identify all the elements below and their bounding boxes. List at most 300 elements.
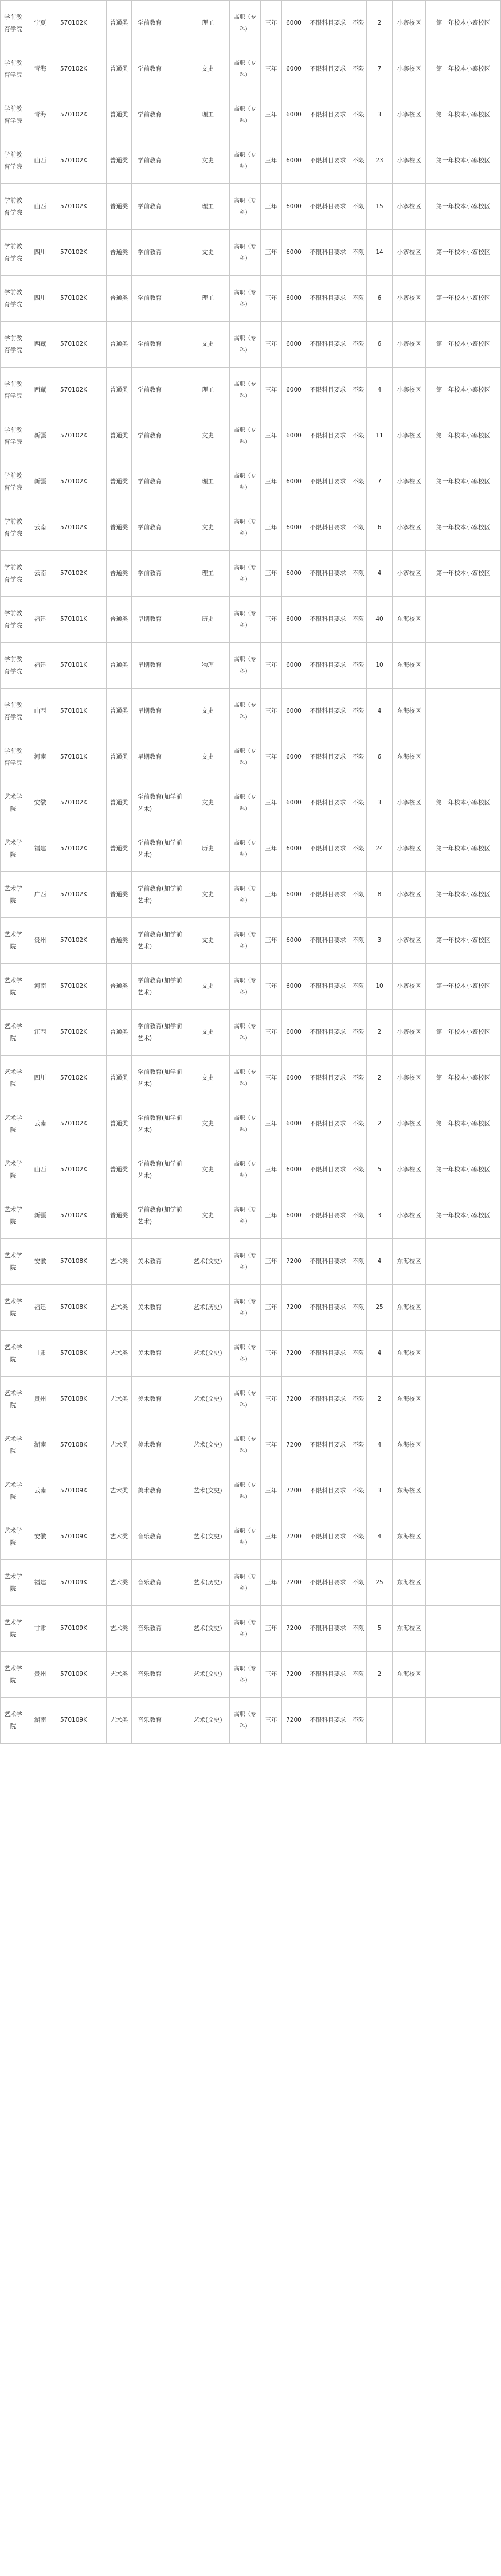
college-cell: 学前教育学院 xyxy=(1,459,26,505)
plan-count-cell: 11 xyxy=(367,413,393,459)
subject-cell: 艺术(历史) xyxy=(186,1285,230,1331)
major-code-cell: 570109K xyxy=(54,1468,107,1514)
subject-cell: 艺术(文史) xyxy=(186,1514,230,1560)
major-name-cell: 学前教育(加学前艺术) xyxy=(132,1193,186,1239)
subject-requirement-cell: 不限科目要求 xyxy=(306,1652,350,1698)
tuition-cell: 6000 xyxy=(282,551,306,597)
level-cell: 高职（专科） xyxy=(230,826,261,872)
category-cell: 艺术类 xyxy=(107,1239,132,1285)
plan-count-cell: 3 xyxy=(367,1468,393,1514)
category-cell: 普通类 xyxy=(107,138,132,184)
college-cell: 艺术学院 xyxy=(1,1193,26,1239)
duration-cell: 三年 xyxy=(261,92,282,138)
category-cell: 普通类 xyxy=(107,826,132,872)
duration-cell: 三年 xyxy=(261,964,282,1010)
gender-limit-cell: 不限 xyxy=(350,92,367,138)
category-cell: 普通类 xyxy=(107,230,132,276)
table-row xyxy=(1,368,501,413)
level-cell: 高职（专科） xyxy=(230,46,261,92)
college-cell: 艺术学院 xyxy=(1,1606,26,1652)
major-name-cell: 早期教育 xyxy=(132,643,186,689)
duration-cell: 三年 xyxy=(261,1422,282,1468)
remark-cell xyxy=(426,1698,501,1744)
campus-cell: 小寨校区 xyxy=(393,505,426,551)
table-row xyxy=(1,597,501,643)
plan-count-cell: 23 xyxy=(367,138,393,184)
gender-limit-cell: 不限 xyxy=(350,505,367,551)
province-cell: 云南 xyxy=(26,505,54,551)
remark-cell: 第一年校本小寨校区 xyxy=(426,872,501,918)
tuition-cell: 6000 xyxy=(282,689,306,734)
subject-cell: 历史 xyxy=(186,597,230,643)
subject-requirement-cell: 不限科目要求 xyxy=(306,689,350,734)
subject-requirement-cell: 不限科目要求 xyxy=(306,1422,350,1468)
level-cell: 高职（专科） xyxy=(230,138,261,184)
table-row xyxy=(1,1514,501,1560)
subject-requirement-cell: 不限科目要求 xyxy=(306,1193,350,1239)
duration-cell: 三年 xyxy=(261,184,282,230)
plan-count-cell: 6 xyxy=(367,276,393,322)
remark-cell xyxy=(426,1514,501,1560)
table-row xyxy=(1,1377,501,1422)
table-row xyxy=(1,1606,501,1652)
province-cell: 福建 xyxy=(26,643,54,689)
plan-count-cell: 2 xyxy=(367,1101,393,1147)
remark-cell: 第一年校本小寨校区 xyxy=(426,1101,501,1147)
college-cell: 学前教育学院 xyxy=(1,46,26,92)
subject-cell: 理工 xyxy=(186,92,230,138)
duration-cell: 三年 xyxy=(261,368,282,413)
duration-cell: 三年 xyxy=(261,780,282,826)
major-name-cell: 学前教育(加学前艺术) xyxy=(132,780,186,826)
college-cell: 艺术学院 xyxy=(1,1010,26,1056)
subject-cell: 文史 xyxy=(186,505,230,551)
gender-limit-cell: 不限 xyxy=(350,1606,367,1652)
table-row xyxy=(1,46,501,92)
gender-limit-cell: 不限 xyxy=(350,1147,367,1193)
subject-requirement-cell: 不限科目要求 xyxy=(306,1698,350,1744)
campus-cell: 小寨校区 xyxy=(393,1056,426,1101)
college-cell: 艺术学院 xyxy=(1,1468,26,1514)
plan-count-cell: 4 xyxy=(367,1239,393,1285)
tuition-cell: 6000 xyxy=(282,46,306,92)
gender-limit-cell: 不限 xyxy=(350,230,367,276)
major-name-cell: 学前教育 xyxy=(132,184,186,230)
campus-cell: 小寨校区 xyxy=(393,413,426,459)
subject-requirement-cell: 不限科目要求 xyxy=(306,780,350,826)
table-row xyxy=(1,1239,501,1285)
major-code-cell: 570102K xyxy=(54,551,107,597)
subject-requirement-cell: 不限科目要求 xyxy=(306,413,350,459)
level-cell: 高职（专科） xyxy=(230,322,261,368)
college-cell: 艺术学院 xyxy=(1,1698,26,1744)
plan-count-cell: 40 xyxy=(367,597,393,643)
province-cell: 山西 xyxy=(26,1147,54,1193)
major-name-cell: 学前教育 xyxy=(132,276,186,322)
category-cell: 普通类 xyxy=(107,964,132,1010)
college-cell: 学前教育学院 xyxy=(1,92,26,138)
level-cell: 高职（专科） xyxy=(230,368,261,413)
tuition-cell: 7200 xyxy=(282,1560,306,1606)
tuition-cell: 6000 xyxy=(282,184,306,230)
remark-cell: 第一年校本小寨校区 xyxy=(426,230,501,276)
college-cell: 学前教育学院 xyxy=(1,413,26,459)
remark-cell: 第一年校本小寨校区 xyxy=(426,368,501,413)
tuition-cell: 7200 xyxy=(282,1239,306,1285)
category-cell: 艺术类 xyxy=(107,1560,132,1606)
gender-limit-cell: 不限 xyxy=(350,734,367,780)
plan-count-cell: 10 xyxy=(367,643,393,689)
major-name-cell: 音乐教育 xyxy=(132,1560,186,1606)
gender-limit-cell: 不限 xyxy=(350,551,367,597)
category-cell: 艺术类 xyxy=(107,1377,132,1422)
table-row xyxy=(1,1101,501,1147)
plan-count-cell: 4 xyxy=(367,368,393,413)
plan-count-cell: 14 xyxy=(367,230,393,276)
remark-cell xyxy=(426,1468,501,1514)
tuition-cell: 6000 xyxy=(282,597,306,643)
subject-cell: 艺术(文史) xyxy=(186,1239,230,1285)
college-cell: 艺术学院 xyxy=(1,1239,26,1285)
tuition-cell: 7200 xyxy=(282,1422,306,1468)
tuition-cell: 6000 xyxy=(282,734,306,780)
category-cell: 普通类 xyxy=(107,322,132,368)
subject-cell: 艺术(文史) xyxy=(186,1652,230,1698)
category-cell: 艺术类 xyxy=(107,1698,132,1744)
remark-cell: 第一年校本小寨校区 xyxy=(426,1010,501,1056)
subject-cell: 文史 xyxy=(186,1056,230,1101)
major-code-cell: 570102K xyxy=(54,1193,107,1239)
gender-limit-cell: 不限 xyxy=(350,46,367,92)
major-name-cell: 学前教育 xyxy=(132,551,186,597)
campus-cell: 小寨校区 xyxy=(393,826,426,872)
province-cell: 甘肃 xyxy=(26,1606,54,1652)
subject-requirement-cell: 不限科目要求 xyxy=(306,551,350,597)
major-code-cell: 570102K xyxy=(54,1056,107,1101)
remark-cell: 第一年校本小寨校区 xyxy=(426,1056,501,1101)
major-name-cell: 学前教育(加学前艺术) xyxy=(132,964,186,1010)
gender-limit-cell: 不限 xyxy=(350,780,367,826)
subject-requirement-cell: 不限科目要求 xyxy=(306,872,350,918)
campus-cell: 小寨校区 xyxy=(393,1010,426,1056)
gender-limit-cell: 不限 xyxy=(350,459,367,505)
college-cell: 艺术学院 xyxy=(1,1422,26,1468)
tuition-cell: 7200 xyxy=(282,1377,306,1422)
subject-cell: 理工 xyxy=(186,368,230,413)
plan-count-cell: 2 xyxy=(367,1652,393,1698)
table-row xyxy=(1,1698,501,1744)
level-cell: 高职（专科） xyxy=(230,643,261,689)
campus-cell: 小寨校区 xyxy=(393,1193,426,1239)
province-cell: 贵州 xyxy=(26,918,54,964)
campus-cell: 小寨校区 xyxy=(393,1101,426,1147)
subject-cell: 文史 xyxy=(186,689,230,734)
province-cell: 安徽 xyxy=(26,1514,54,1560)
category-cell: 普通类 xyxy=(107,780,132,826)
level-cell: 高职（专科） xyxy=(230,1377,261,1422)
major-code-cell: 570102K xyxy=(54,826,107,872)
major-name-cell: 学前教育 xyxy=(132,92,186,138)
subject-cell: 历史 xyxy=(186,826,230,872)
subject-requirement-cell: 不限科目要求 xyxy=(306,1377,350,1422)
tuition-cell: 6000 xyxy=(282,459,306,505)
province-cell: 云南 xyxy=(26,1101,54,1147)
level-cell: 高职（专科） xyxy=(230,505,261,551)
campus-cell xyxy=(393,1698,426,1744)
campus-cell: 东海校区 xyxy=(393,1514,426,1560)
duration-cell: 三年 xyxy=(261,826,282,872)
plan-count-cell: 25 xyxy=(367,1285,393,1331)
subject-requirement-cell: 不限科目要求 xyxy=(306,459,350,505)
province-cell: 福建 xyxy=(26,1285,54,1331)
plan-count-cell: 10 xyxy=(367,964,393,1010)
college-cell: 艺术学院 xyxy=(1,1331,26,1377)
duration-cell: 三年 xyxy=(261,1010,282,1056)
tuition-cell: 6000 xyxy=(282,276,306,322)
remark-cell: 第一年校本小寨校区 xyxy=(426,184,501,230)
subject-requirement-cell: 不限科目要求 xyxy=(306,184,350,230)
duration-cell: 三年 xyxy=(261,918,282,964)
subject-requirement-cell: 不限科目要求 xyxy=(306,1147,350,1193)
major-code-cell: 570102K xyxy=(54,46,107,92)
table-row xyxy=(1,1010,501,1056)
category-cell: 普通类 xyxy=(107,184,132,230)
campus-cell: 小寨校区 xyxy=(393,92,426,138)
level-cell: 高职（专科） xyxy=(230,1010,261,1056)
duration-cell: 三年 xyxy=(261,1468,282,1514)
tuition-cell: 6000 xyxy=(282,230,306,276)
plan-count-cell: 2 xyxy=(367,1,393,46)
major-name-cell: 美术教育 xyxy=(132,1331,186,1377)
subject-requirement-cell: 不限科目要求 xyxy=(306,1331,350,1377)
college-cell: 艺术学院 xyxy=(1,1377,26,1422)
remark-cell xyxy=(426,1285,501,1331)
campus-cell: 小寨校区 xyxy=(393,918,426,964)
campus-cell: 东海校区 xyxy=(393,734,426,780)
major-code-cell: 570102K xyxy=(54,413,107,459)
gender-limit-cell: 不限 xyxy=(350,689,367,734)
category-cell: 普通类 xyxy=(107,1010,132,1056)
plan-count-cell: 7 xyxy=(367,459,393,505)
subject-cell: 文史 xyxy=(186,138,230,184)
college-cell: 学前教育学院 xyxy=(1,1,26,46)
college-cell: 学前教育学院 xyxy=(1,689,26,734)
table-row xyxy=(1,413,501,459)
major-name-cell: 早期教育 xyxy=(132,597,186,643)
table-row xyxy=(1,643,501,689)
level-cell: 高职（专科） xyxy=(230,734,261,780)
subject-cell: 理工 xyxy=(186,551,230,597)
province-cell: 河南 xyxy=(26,964,54,1010)
province-cell: 山西 xyxy=(26,689,54,734)
level-cell: 高职（专科） xyxy=(230,780,261,826)
category-cell: 普通类 xyxy=(107,1056,132,1101)
subject-requirement-cell: 不限科目要求 xyxy=(306,734,350,780)
tuition-cell: 7200 xyxy=(282,1331,306,1377)
subject-requirement-cell: 不限科目要求 xyxy=(306,1101,350,1147)
category-cell: 普通类 xyxy=(107,368,132,413)
tuition-cell: 6000 xyxy=(282,1147,306,1193)
major-name-cell: 美术教育 xyxy=(132,1239,186,1285)
plan-count-cell: 4 xyxy=(367,1331,393,1377)
level-cell: 高职（专科） xyxy=(230,1193,261,1239)
major-name-cell: 早期教育 xyxy=(132,689,186,734)
major-name-cell: 学前教育 xyxy=(132,368,186,413)
subject-requirement-cell: 不限科目要求 xyxy=(306,1056,350,1101)
campus-cell: 东海校区 xyxy=(393,1331,426,1377)
level-cell: 高职（专科） xyxy=(230,276,261,322)
subject-cell: 文史 xyxy=(186,1193,230,1239)
plan-count-cell: 24 xyxy=(367,826,393,872)
subject-cell: 文史 xyxy=(186,918,230,964)
college-cell: 学前教育学院 xyxy=(1,734,26,780)
category-cell: 普通类 xyxy=(107,1,132,46)
subject-cell: 文史 xyxy=(186,46,230,92)
table-row xyxy=(1,1,501,46)
table-row xyxy=(1,734,501,780)
subject-cell: 文史 xyxy=(186,322,230,368)
gender-limit-cell: 不限 xyxy=(350,1468,367,1514)
plan-count-cell: 5 xyxy=(367,1147,393,1193)
tuition-cell: 6000 xyxy=(282,780,306,826)
table-row xyxy=(1,1193,501,1239)
duration-cell: 三年 xyxy=(261,1377,282,1422)
tuition-cell: 6000 xyxy=(282,92,306,138)
province-cell: 安徽 xyxy=(26,780,54,826)
table-row xyxy=(1,1285,501,1331)
remark-cell xyxy=(426,1422,501,1468)
campus-cell: 东海校区 xyxy=(393,689,426,734)
level-cell: 高职（专科） xyxy=(230,184,261,230)
plan-count-cell: 25 xyxy=(367,1560,393,1606)
tuition-cell: 6000 xyxy=(282,918,306,964)
major-code-cell: 570108K xyxy=(54,1422,107,1468)
major-code-cell: 570102K xyxy=(54,459,107,505)
major-code-cell: 570102K xyxy=(54,505,107,551)
duration-cell: 三年 xyxy=(261,872,282,918)
college-cell: 学前教育学院 xyxy=(1,322,26,368)
subject-cell: 文史 xyxy=(186,1147,230,1193)
subject-cell: 文史 xyxy=(186,872,230,918)
level-cell: 高职（专科） xyxy=(230,1652,261,1698)
level-cell: 高职（专科） xyxy=(230,459,261,505)
remark-cell: 第一年校本小寨校区 xyxy=(426,1193,501,1239)
major-code-cell: 570109K xyxy=(54,1652,107,1698)
campus-cell: 小寨校区 xyxy=(393,1,426,46)
tuition-cell: 6000 xyxy=(282,964,306,1010)
campus-cell: 东海校区 xyxy=(393,1606,426,1652)
tuition-cell: 6000 xyxy=(282,1,306,46)
subject-requirement-cell: 不限科目要求 xyxy=(306,1468,350,1514)
major-code-cell: 570102K xyxy=(54,1010,107,1056)
subject-requirement-cell: 不限科目要求 xyxy=(306,322,350,368)
category-cell: 艺术类 xyxy=(107,1285,132,1331)
level-cell: 高职（专科） xyxy=(230,551,261,597)
subject-cell: 理工 xyxy=(186,459,230,505)
college-cell: 艺术学院 xyxy=(1,918,26,964)
campus-cell: 东海校区 xyxy=(393,1652,426,1698)
gender-limit-cell: 不限 xyxy=(350,918,367,964)
major-code-cell: 570108K xyxy=(54,1239,107,1285)
remark-cell: 第一年校本小寨校区 xyxy=(426,964,501,1010)
tuition-cell: 7200 xyxy=(282,1698,306,1744)
duration-cell: 三年 xyxy=(261,276,282,322)
duration-cell: 三年 xyxy=(261,689,282,734)
table-body xyxy=(1,1,501,1744)
category-cell: 普通类 xyxy=(107,413,132,459)
college-cell: 学前教育学院 xyxy=(1,505,26,551)
gender-limit-cell: 不限 xyxy=(350,1239,367,1285)
remark-cell: 第一年校本小寨校区 xyxy=(426,918,501,964)
tuition-cell: 6000 xyxy=(282,138,306,184)
subject-requirement-cell: 不限科目要求 xyxy=(306,1514,350,1560)
level-cell: 高职（专科） xyxy=(230,1147,261,1193)
campus-cell: 东海校区 xyxy=(393,1239,426,1285)
duration-cell: 三年 xyxy=(261,230,282,276)
table-row xyxy=(1,138,501,184)
province-cell: 福建 xyxy=(26,597,54,643)
plan-count-cell: 6 xyxy=(367,734,393,780)
major-code-cell: 570109K xyxy=(54,1514,107,1560)
subject-requirement-cell: 不限科目要求 xyxy=(306,918,350,964)
campus-cell: 东海校区 xyxy=(393,1468,426,1514)
remark-cell xyxy=(426,1560,501,1606)
major-name-cell: 学前教育(加学前艺术) xyxy=(132,872,186,918)
table-row xyxy=(1,505,501,551)
duration-cell: 三年 xyxy=(261,1606,282,1652)
level-cell: 高职（专科） xyxy=(230,597,261,643)
plan-count-cell: 7 xyxy=(367,46,393,92)
major-code-cell: 570102K xyxy=(54,368,107,413)
province-cell: 新疆 xyxy=(26,459,54,505)
campus-cell: 小寨校区 xyxy=(393,551,426,597)
duration-cell: 三年 xyxy=(261,413,282,459)
subject-cell: 理工 xyxy=(186,276,230,322)
subject-requirement-cell: 不限科目要求 xyxy=(306,230,350,276)
major-code-cell: 570102K xyxy=(54,138,107,184)
province-cell: 云南 xyxy=(26,1468,54,1514)
duration-cell: 三年 xyxy=(261,46,282,92)
plan-count-cell: 3 xyxy=(367,918,393,964)
tuition-cell: 6000 xyxy=(282,643,306,689)
remark-cell: 第一年校本小寨校区 xyxy=(426,413,501,459)
tuition-cell: 6000 xyxy=(282,872,306,918)
table-row xyxy=(1,964,501,1010)
college-cell: 学前教育学院 xyxy=(1,643,26,689)
duration-cell: 三年 xyxy=(261,597,282,643)
tuition-cell: 7200 xyxy=(282,1514,306,1560)
major-name-cell: 音乐教育 xyxy=(132,1606,186,1652)
subject-requirement-cell: 不限科目要求 xyxy=(306,597,350,643)
category-cell: 艺术类 xyxy=(107,1652,132,1698)
major-name-cell: 学前教育(加学前艺术) xyxy=(132,918,186,964)
table-row xyxy=(1,551,501,597)
major-code-cell: 570102K xyxy=(54,872,107,918)
campus-cell: 小寨校区 xyxy=(393,780,426,826)
subject-cell: 理工 xyxy=(186,184,230,230)
subject-cell: 文史 xyxy=(186,780,230,826)
remark-cell: 第一年校本小寨校区 xyxy=(426,551,501,597)
college-cell: 学前教育学院 xyxy=(1,138,26,184)
major-name-cell: 音乐教育 xyxy=(132,1652,186,1698)
duration-cell: 三年 xyxy=(261,1514,282,1560)
major-code-cell: 570102K xyxy=(54,322,107,368)
table-row xyxy=(1,1056,501,1101)
subject-cell: 艺术(历史) xyxy=(186,1560,230,1606)
province-cell: 湖南 xyxy=(26,1698,54,1744)
subject-requirement-cell: 不限科目要求 xyxy=(306,964,350,1010)
category-cell: 普通类 xyxy=(107,918,132,964)
